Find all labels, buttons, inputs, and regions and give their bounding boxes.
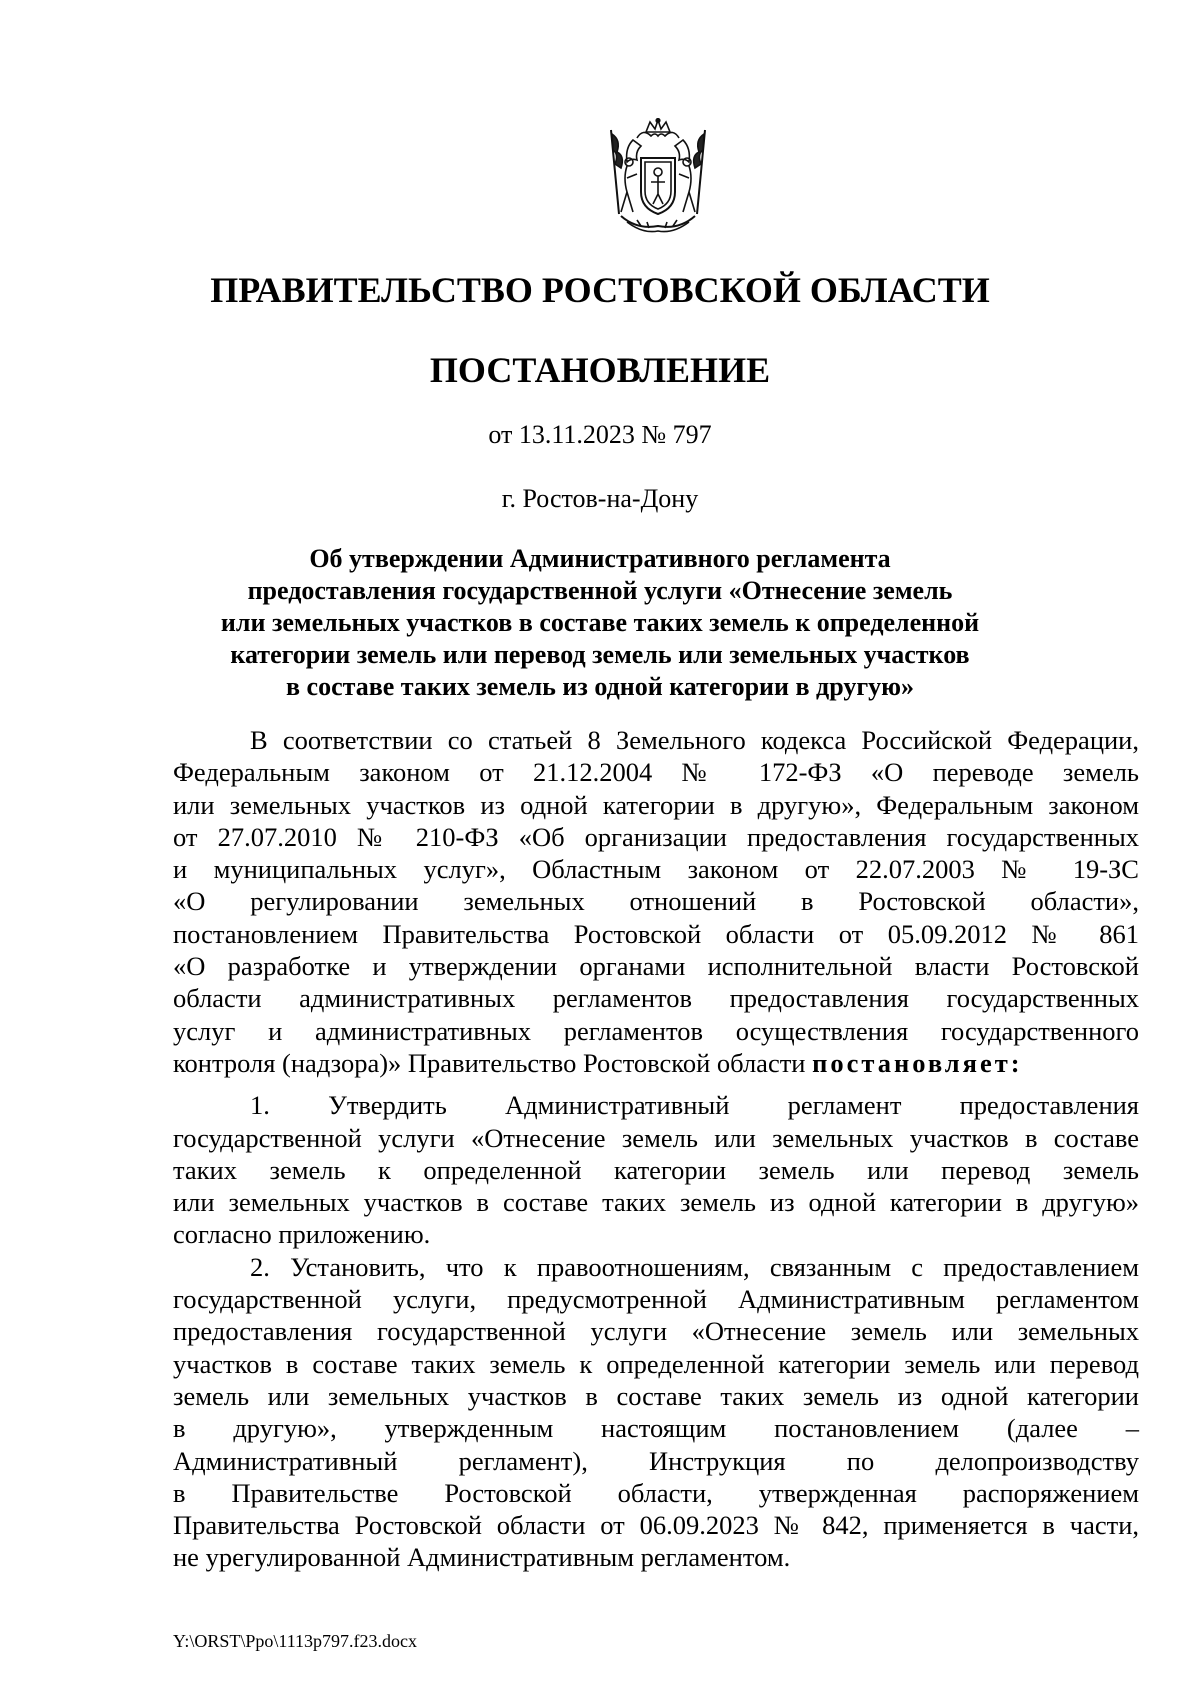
item-2-line: не урегулированной Административным регламентом. — [173, 1542, 791, 1573]
preamble-line: услуг и административных регламентов осуществления государственного — [173, 1015, 1139, 1046]
preamble-line: области административных регламентов предоставления государственных — [173, 983, 1139, 1014]
preamble-last-text: контроля (надзора)» Правительство Ростовской области — [173, 1047, 806, 1078]
item-2-paragraph — [173, 1251, 1139, 1574]
item-2-line: Административный регламент), Инструкция по делопроизводству — [173, 1445, 1139, 1476]
item-2-line: участков в составе таких земель к определенной категории земель или перевод — [173, 1348, 1139, 1379]
item-2-line: в другую», утвержденным настоящим постановлением (далее – — [173, 1413, 1139, 1444]
document-subject — [0, 543, 1200, 703]
preamble-line: «О регулировании земельных отношений в Ростовской области», — [173, 886, 1139, 917]
preamble-line: и муниципальных услуг», Областным законом от 22.07.2003 № 19-ЗС — [173, 854, 1139, 885]
file-path-footer: Y:\ORST\Ppo\1113p797.f23.docx — [173, 1631, 418, 1651]
item-1-paragraph — [173, 1089, 1139, 1250]
preamble-line: «О разработке и утверждении органами исполнительной власти Ростовской — [173, 951, 1139, 982]
item-2-line: 2. Установить, что к правоотношениям, связанным с предоставлением — [250, 1251, 1139, 1282]
coat-of-arms-icon — [597, 118, 719, 236]
preamble-line: Федеральным законом от 21.12.2004 № 172-ФЗ «О переводе земель — [173, 757, 1139, 788]
document-body — [173, 724, 1139, 1574]
item-1-line: 1. Утвердить Административный регламент предоставления — [250, 1090, 1139, 1121]
preamble-line: или земельных участков из одной категории в другую», Федеральным законом — [173, 789, 1139, 820]
subject-line: или земельных участков в составе таких земель к определенной — [220, 608, 980, 637]
preamble-line: В соответствии со статьей 8 Земельного кодекса Российской Федерации, — [250, 725, 1139, 755]
item-2-line: в Правительстве Ростовской области, утвержденная распоряжением — [173, 1477, 1139, 1508]
item-2-line: государственной услуги, предусмотренной Административным регламентом — [173, 1284, 1139, 1315]
subject-line: предоставления государственной услуги «Отнесение земель — [247, 576, 953, 605]
document-type-heading: ПОСТАНОВЛЕНИЕ — [429, 350, 771, 390]
item-2-line: земель или земельных участков в составе таких земель из одной категории — [173, 1380, 1139, 1411]
subject-line: в составе таких земель из одной категории в другую» — [286, 672, 914, 701]
item-1-line: согласно приложению. — [173, 1219, 431, 1250]
preamble-paragraph — [173, 724, 1139, 1079]
item-1-line: таких земель к определенной категории земель или перевод земель — [173, 1154, 1139, 1185]
preamble-line — [173, 1047, 1139, 1079]
item-1-line: или земельных участков в составе таких земель из одной категории в другую» — [173, 1187, 1139, 1218]
preamble-line: от 27.07.2010 № 210-ФЗ «Об организации предоставления государственных — [173, 821, 1139, 852]
item-1-line: государственной услуги «Отнесение земель или земельных участков в составе — [173, 1122, 1139, 1153]
preamble-line: постановлением Правительства Ростовской области от 05.09.2012 № 861 — [173, 918, 1139, 949]
decree-word: постановляет: — [812, 1047, 1023, 1078]
subject-line: категории земель или перевод земель или земельных участков — [230, 640, 970, 669]
organization-title: ПРАВИТЕЛЬСТВО РОСТОВСКОЙ ОБЛАСТИ — [210, 270, 990, 310]
item-2-line: Правительства Ростовской области от 06.09.2023 № 842, применяется в части, — [173, 1510, 1139, 1541]
document-city: г. Ростов-на-Дону — [501, 484, 699, 513]
subject-line: Об утверждении Административного регламента — [309, 544, 891, 573]
document-date-number: от 13.11.2023 № 797 — [488, 420, 712, 449]
item-2-line: предоставления государственной услуги «Отнесение земель или земельных — [173, 1316, 1139, 1347]
